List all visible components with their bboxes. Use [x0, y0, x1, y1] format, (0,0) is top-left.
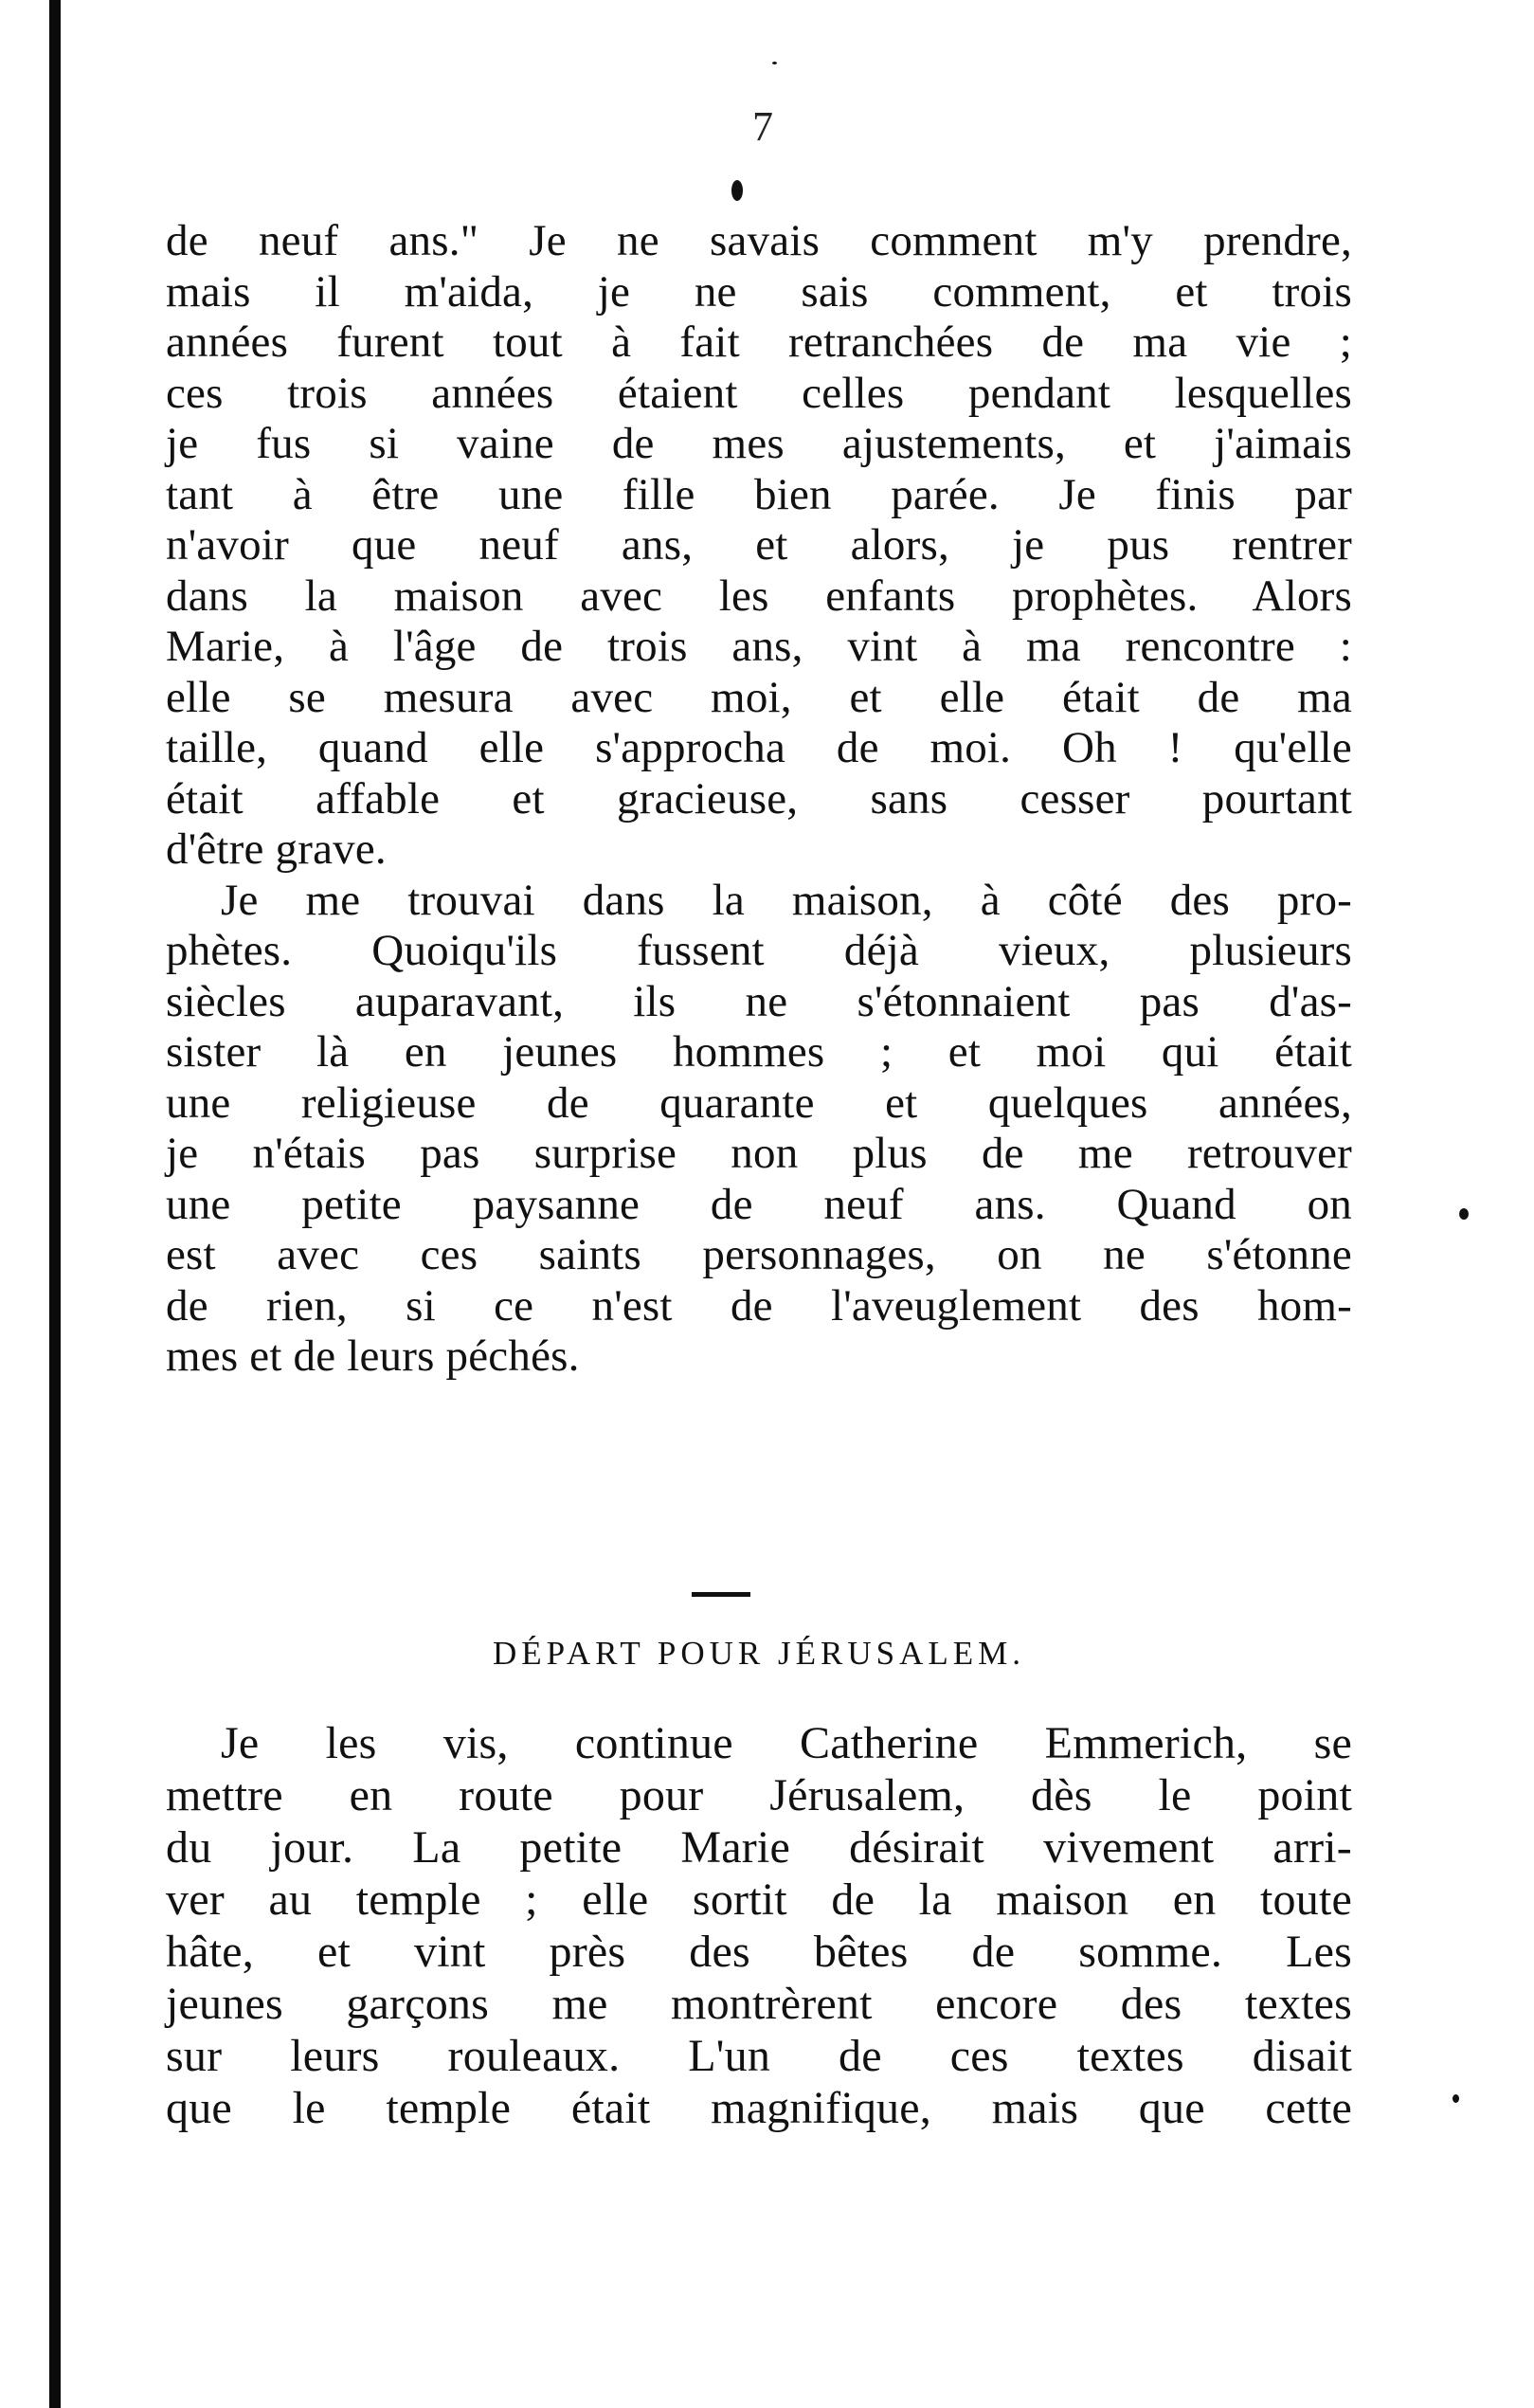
text-line: de neuf ans." Je ne savais comment m'y prendre,	[166, 216, 1352, 265]
text-line: d'être grave.	[166, 824, 387, 874]
section-title: DÉPART POUR JÉRUSALEM.	[492, 1635, 1026, 1672]
ink-speck	[1459, 1208, 1469, 1220]
text-line: de rien, si ce n'est de l'aveuglement des hom-	[166, 1280, 1352, 1331]
text-line: je n'étais pas surprise non plus de me retrouver	[166, 1129, 1352, 1178]
text-line: Marie, à l'âge de trois ans, vint à ma rencontre :	[166, 622, 1352, 671]
text-line: que le temple était magnifique, mais que cette	[166, 2083, 1352, 2133]
text-line: une religieuse de quarante et quelques années,	[166, 1077, 1352, 1128]
departure-paragraph	[166, 1717, 1352, 2134]
text-line: ver au temple ; elle sortit de la maison en toute	[166, 1874, 1352, 1925]
text-line: sister là en jeunes hommes ; et moi qui était	[166, 1027, 1352, 1077]
text-line: siècles auparavant, ils ne s'étonnaient pas d'as-	[166, 976, 1352, 1026]
text-line: mettre en route pour Jérusalem, dès le point	[166, 1770, 1352, 1820]
text-line: était affable et gracieuse, sans cesser pourtant	[166, 773, 1352, 824]
page-number: 7	[752, 103, 773, 150]
section-divider	[692, 1592, 750, 1597]
text-line: hâte, et vint près des bêtes de somme. Les	[166, 1927, 1352, 1977]
text-line: années furent tout à fait retranchées de ma vie ;	[166, 317, 1352, 367]
text-line: taille, quand elle s'approcha de moi. Oh ! qu'elle	[166, 723, 1352, 772]
text-line: phètes. Quoiqu'ils fussent déjà vieux, plusieurs	[166, 926, 1352, 975]
text-line: est avec ces saints personnages, on ne s'étonne	[166, 1230, 1352, 1279]
text-line: je fus si vaine de mes ajustements, et j'aimais	[166, 419, 1352, 468]
text-line: n'avoir que neuf ans, et alors, je pus rentrer	[166, 520, 1352, 570]
text-line: dans la maison avec les enfants prophètes. Alors	[166, 570, 1352, 621]
ink-speck	[731, 180, 743, 201]
text-line: tant à être une fille bien parée. Je finis par	[166, 469, 1352, 519]
ink-speck	[772, 62, 777, 64]
text-line: jeunes garçons me montrèrent encore des textes	[166, 1979, 1352, 2029]
text-line: Je me trouvai dans la maison, à côté des pro-	[221, 875, 1352, 925]
text-line: elle se mesura avec moi, et elle était de ma	[166, 672, 1352, 722]
continued-paragraph	[166, 216, 1352, 1383]
text-line: du jour. La petite Marie désirait vivement arri-	[166, 1822, 1352, 1873]
text-line: une petite paysanne de neuf ans. Quand on	[166, 1179, 1352, 1229]
ink-speck	[1453, 2094, 1459, 2103]
text-line: ces trois années étaient celles pendant lesquelles	[166, 368, 1352, 418]
text-line: mes et de leurs péchés.	[166, 1331, 580, 1381]
text-line: sur leurs rouleaux. L'un de ces textes disait	[166, 2031, 1352, 2081]
text-line: mais il m'aida, je ne sais comment, et trois	[166, 266, 1352, 317]
binding-edge	[49, 0, 61, 2408]
text-line: Je les vis, continue Catherine Emmerich, se	[221, 1718, 1352, 1768]
